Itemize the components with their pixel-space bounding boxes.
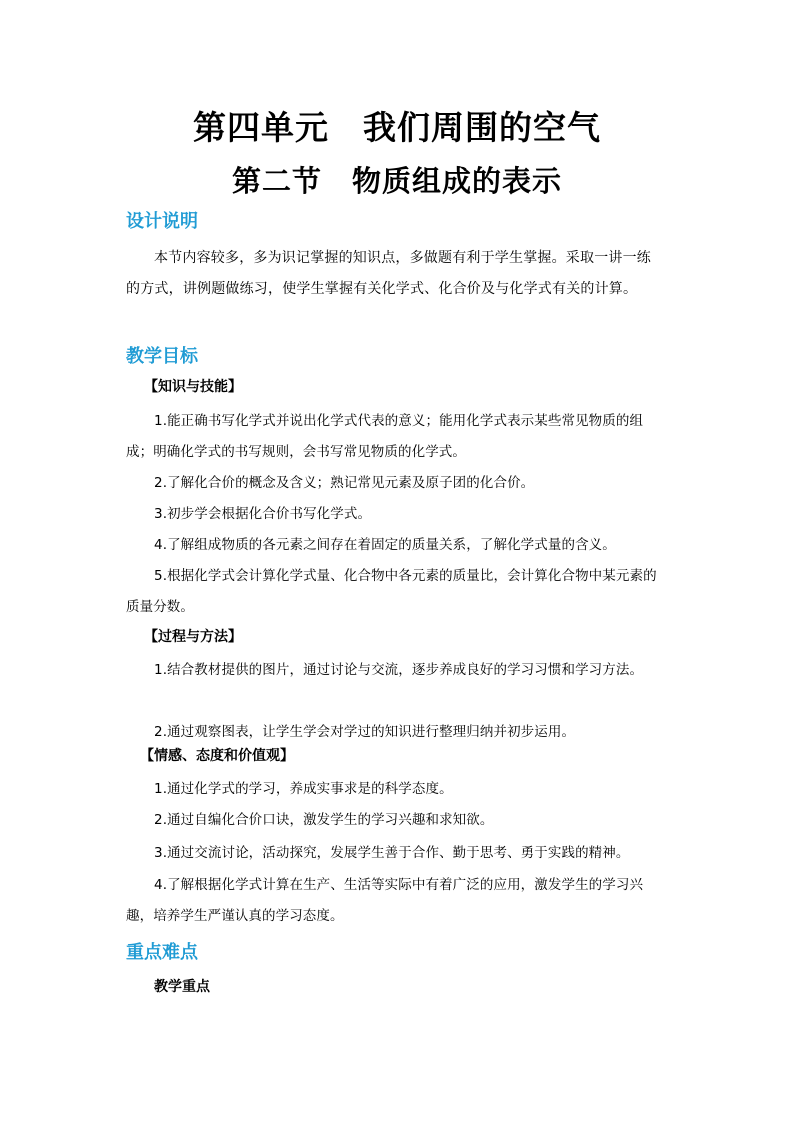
emotion-item-2: 2.通过自编化合价口诀，激发学生的学习兴趣和求知欲。	[154, 812, 494, 828]
unit-title: 第四单元 我们周围的空气	[193, 108, 601, 147]
goals-heading: 教学目标	[126, 346, 198, 367]
key-points-subheading: 教学重点	[154, 979, 210, 995]
knowledge-subheading: 【知识与技能】	[144, 379, 242, 395]
process-item-1: 1.结合教材提供的图片，通过讨论与交流，逐步养成良好的学习习惯和学习方法。	[154, 662, 644, 678]
knowledge-item-4: 4.了解组成物质的各元素之间存在着固定的质量关系，了解化学式量的含义。	[154, 537, 616, 553]
emotion-item-3: 3.通过交流讨论，活动探究，发展学生善于合作、勤于思考、勇于实践的精神。	[154, 845, 630, 861]
section-title: 第二节 物质组成的表示	[231, 164, 562, 198]
design-paragraph: 本节内容较多，多为识记掌握的知识点，多做题有利于学生掌握。采取一讲一练的方式，讲例题做练习，使学生掌握有关化学式、化合价及与化学式有关的计算。	[126, 250, 651, 297]
knowledge-item-3: 3.初步学会根据化合价书写化学式。	[154, 506, 372, 522]
emotion-item-4: 4.了解根据化学式计算在生产、生活等实际中有着广泛的应用，激发学生的学习兴趣，培养学生严谨认真的学习态度。	[126, 877, 644, 924]
process-item-2: 2.通过观察图表，让学生学会对学过的知识进行整理归纳并初步运用。	[154, 724, 576, 740]
emotion-item-1: 1.通过化学式的学习，养成实事求是的科学态度。	[154, 781, 453, 797]
emotion-subheading: 【情感、态度和价值观】	[140, 748, 294, 764]
design-heading: 设计说明	[126, 211, 198, 232]
knowledge-item-5: 5.根据化学式会计算化学式量、化合物中各元素的质量比，会计算化合物中某元素的质量分数。	[126, 568, 657, 615]
knowledge-item-2: 2.了解化合价的概念及含义；熟记常见元素及原子团的化合价。	[154, 475, 535, 491]
key-points-heading: 重点难点	[126, 942, 198, 963]
knowledge-item-1: 1.能正确书写化学式并说出化学式代表的意义；能用化学式表示某些常见物质的组成；明确化学式的书写规则，会书写常见物质的化学式。	[126, 413, 644, 460]
process-subheading: 【过程与方法】	[144, 629, 242, 645]
